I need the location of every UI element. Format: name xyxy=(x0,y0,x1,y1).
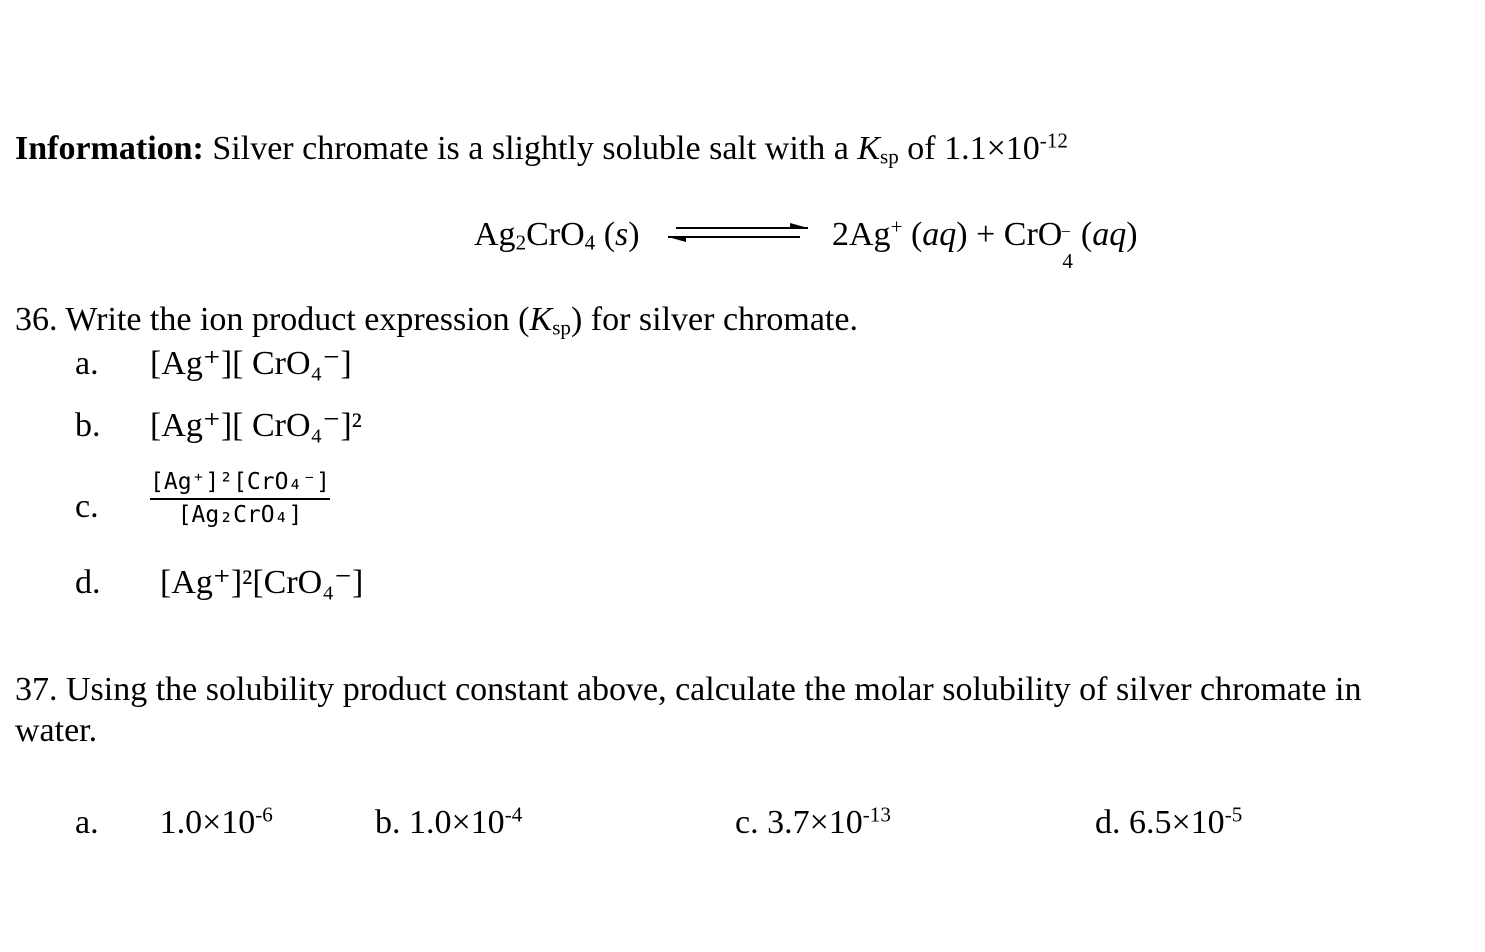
option-37b[interactable]: b. $1.0\times 10^{-4}$ xyxy=(375,802,523,841)
ksp-symbol: K xyxy=(857,130,881,167)
state-solid: s xyxy=(615,216,629,253)
option-37a[interactable]: a. $1.0\times 10^{-6}$ xyxy=(75,802,273,841)
info-label: Information: xyxy=(15,130,204,167)
option-36c-fraction[interactable] xyxy=(150,471,330,527)
option-37d[interactable]: d. $6.5\times 10^{-5}$ xyxy=(1095,802,1243,841)
option-36d[interactable]: [Ag⁺]²[CrO₄⁻] xyxy=(160,564,364,601)
equation-products: 2Ag+ (aq) + CrO ‾ 4 (aq) xyxy=(832,214,1138,273)
fraction-numerator: [Ag⁺]²[CrO₄⁻] xyxy=(150,469,331,495)
fraction-denominator: [Ag₂CrO₄] xyxy=(177,502,303,528)
option-36a[interactable]: [Ag⁺][ CrO₄⁻] xyxy=(150,345,352,382)
option-36b-letter[interactable]: b. xyxy=(75,407,101,444)
question-number: 36. xyxy=(15,301,58,338)
question-37-text-line2: water. xyxy=(15,712,98,749)
ksp-value: of 1.1×10 xyxy=(907,130,1040,167)
ksp-exponent: -12 xyxy=(1039,128,1068,153)
option-36c-letter[interactable]: c. xyxy=(75,488,99,525)
ksp-subscript: sp xyxy=(880,144,899,169)
question-number: 37. xyxy=(15,671,58,708)
info-line xyxy=(15,128,1068,169)
equation-reactant: $Ag_2CrO_4$ (s) xyxy=(474,216,640,255)
option-36b[interactable]: [Ag⁺][ CrO₄⁻]² xyxy=(150,407,362,444)
info-text: Silver chromate is a slightly soluble salt with a xyxy=(212,130,849,167)
question-37-text: 37. Using the solubility product constant above, calculate the molar solubility of silver chromate in xyxy=(15,671,1362,708)
fraction-bar xyxy=(150,498,330,500)
option-37c[interactable]: c. $3.7\times 10^{-13}$ xyxy=(735,802,891,841)
equilibrium-arrow-icon xyxy=(666,220,810,246)
option-36d-letter[interactable]: d. xyxy=(75,564,101,601)
option-36a-letter[interactable]: a. xyxy=(75,345,99,382)
question-36-text: 36. Write the ion product expression $(K_{sp})$ for silver chromate. xyxy=(15,301,858,340)
